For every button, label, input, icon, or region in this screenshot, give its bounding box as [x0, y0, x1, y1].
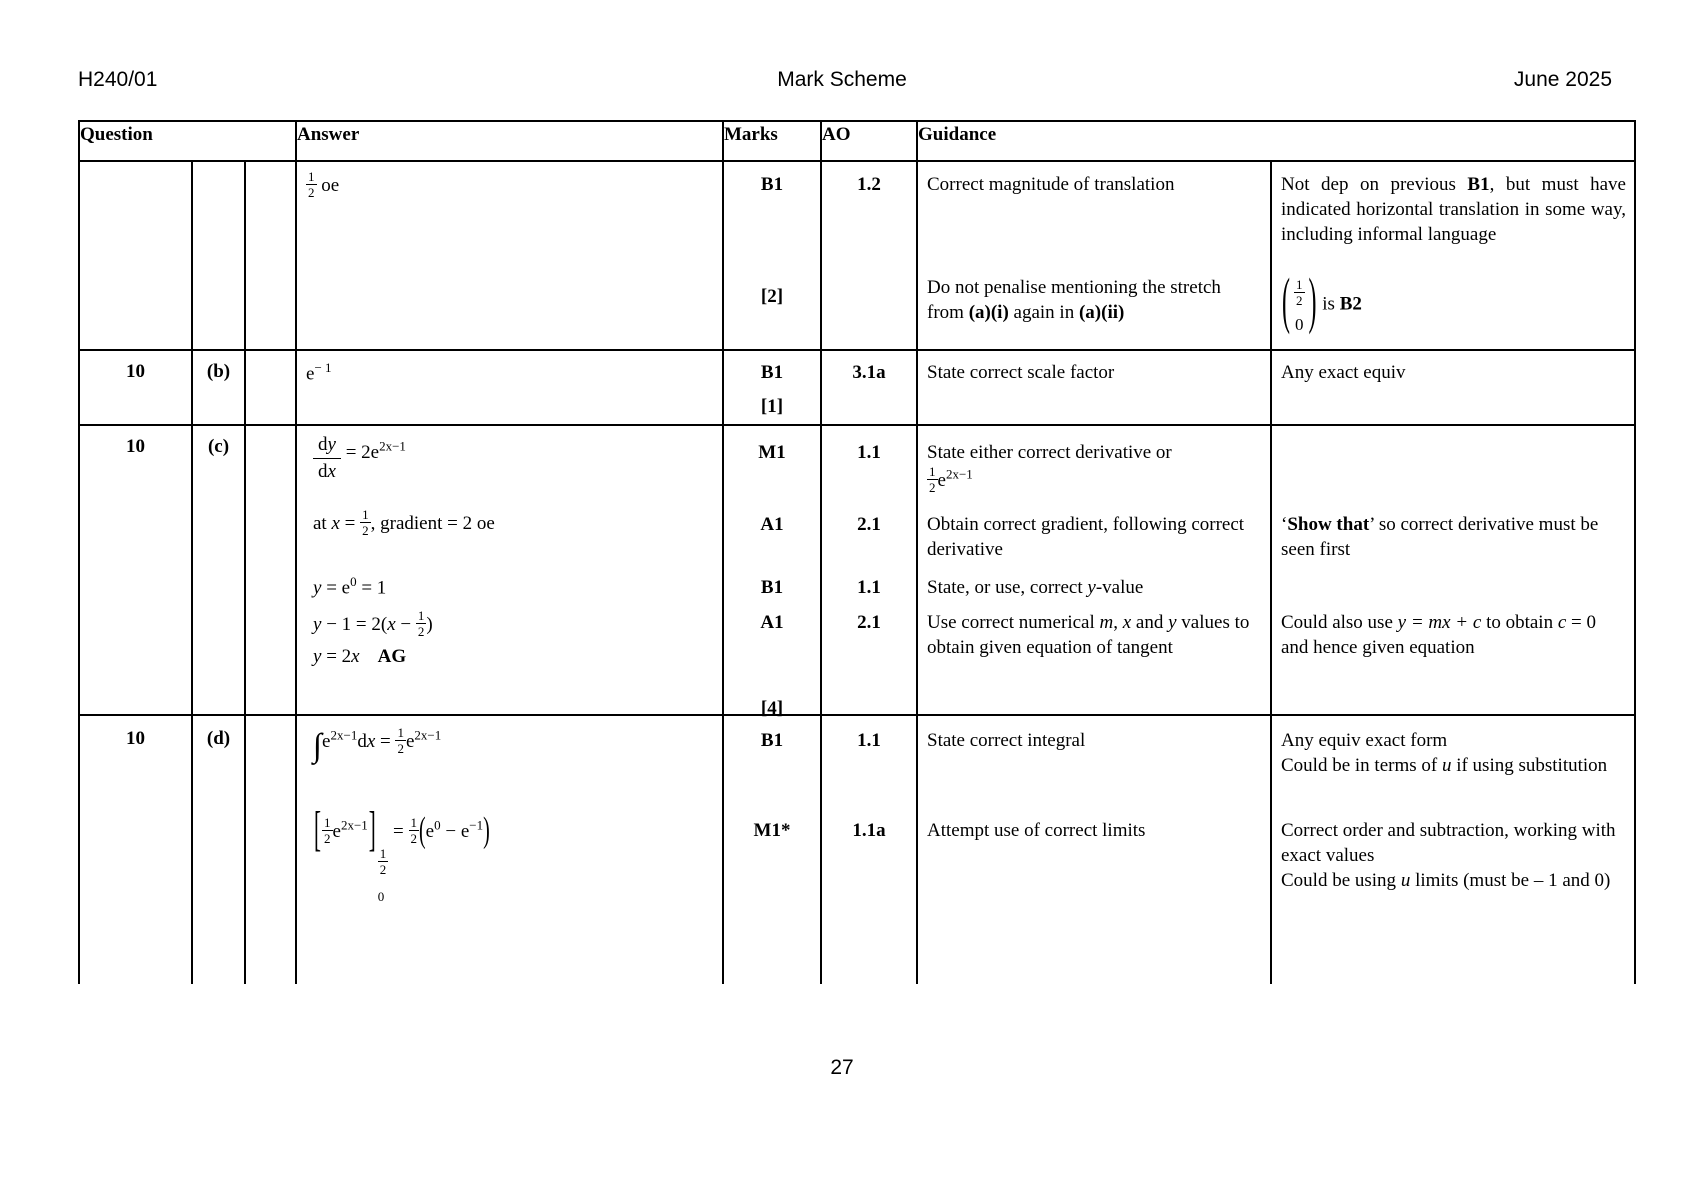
- bold-b2: B2: [1339, 293, 1362, 315]
- row-c-answer: [296, 425, 723, 715]
- guidance-show-that: ‘Show that’ so correct derivative must be seen first: [1281, 514, 1599, 561]
- row-d-marks: [723, 715, 821, 984]
- exponent: 2x−1: [379, 438, 406, 454]
- guidance-state-derivative: State either correct derivative or $\frac{1}{2}$ $e^{2x-1}$: [927, 442, 1172, 496]
- row-d-qnum: [79, 715, 192, 984]
- bold-a-i: (a)(i): [968, 302, 1009, 324]
- mark-m1-star: M1*: [753, 820, 791, 841]
- row-c-ao: [821, 425, 917, 715]
- row-b: [79, 350, 1635, 425]
- question-part: (b): [206, 361, 231, 382]
- question-number: 10: [126, 361, 145, 382]
- upper-limit-half: $\frac{1}{2}$: [379, 845, 387, 877]
- guidance-not-dep: Not dep on previous B1, but must have indicated horizontal translation in some way, including informal language: [1281, 174, 1626, 246]
- guidance-do-not-penalise: Do not penalise mentioning the stretch from (a)(i) again in (a)(ii): [927, 277, 1221, 324]
- ao-2-1: 2.1: [857, 514, 881, 535]
- page-header: [0, 68, 1684, 94]
- col-header-marks: Marks: [723, 121, 821, 161]
- mark-a1: A1: [760, 514, 784, 535]
- guidance-scale-factor: State correct scale factor: [927, 362, 1115, 383]
- integral-sign: ∫: [313, 728, 323, 765]
- guidance-obtain-gradient: Obtain correct gradient, following correct derivative: [927, 514, 1245, 561]
- ag-label: AG: [377, 646, 407, 667]
- row-a-guidance-left: [917, 161, 1271, 350]
- guidance-any-exact-equiv: Any exact equiv: [1281, 362, 1406, 383]
- mark-m1: M1: [758, 442, 786, 463]
- guidance-equiv-exact-form: Any equiv exact form Could be in terms of u if using substitution: [1281, 730, 1608, 777]
- row-c-qpart: [192, 425, 245, 715]
- row-d-ao: [821, 715, 917, 984]
- row-b-guidance-right: [1271, 350, 1635, 425]
- row-d-qsub: [245, 715, 296, 984]
- lower-limit-zero: 0: [377, 888, 385, 904]
- answer-y-value: $y = e^0 = 1$: [313, 574, 387, 599]
- doc-code: H240/01: [78, 68, 158, 91]
- row-a-qsub: [245, 161, 296, 350]
- row-c-marks: [723, 425, 821, 719]
- row-c-qnum: [79, 425, 192, 715]
- guidance-attempt-limits: Attempt use of correct limits: [927, 820, 1146, 841]
- page-number: 27: [830, 1056, 854, 1079]
- guidance-vector-b2: ( $\frac{1}{2}$ 0 ) is B2: [1281, 278, 1626, 333]
- right-paren: ): [483, 810, 490, 851]
- right-paren: ): [1308, 269, 1317, 337]
- mark-scheme-table: [78, 120, 1636, 984]
- row-a-ao: [821, 161, 917, 350]
- table-header-row: [79, 121, 1635, 161]
- guidance-could-also-use: Could also use y = mx + c to obtain c = 0 and hence given equation: [1281, 612, 1596, 659]
- answer-e-minus-1: $e^{- 1}$: [306, 360, 332, 385]
- doc-title: Mark Scheme: [777, 68, 907, 91]
- row-a-qnum: [79, 161, 192, 350]
- fraction-one-half: $\frac{1}{2}$: [324, 815, 331, 847]
- row-c-guidance-left: [917, 425, 1271, 715]
- ao-1-1-2: 1.1: [857, 577, 881, 598]
- row-b-qpart: [192, 350, 245, 425]
- bold-a-ii: (a)(ii): [1078, 302, 1125, 324]
- bold-show-that: Show that: [1287, 514, 1370, 535]
- answer-tangent-line: y − 1 = 2(x − $\frac{1}{2}$ ): [313, 608, 433, 640]
- col-header-ao: AO: [821, 121, 917, 161]
- row-d-qpart: [192, 715, 245, 984]
- question-number: 10: [126, 436, 145, 457]
- bold-b1: B1: [1467, 174, 1490, 195]
- mark-b1: B1: [760, 577, 784, 598]
- row-d-guidance-right: [1271, 715, 1635, 984]
- row-b-qsub: [245, 350, 296, 425]
- row-d-answer: [296, 715, 723, 984]
- vector-top-half: $\frac{1}{2}$: [1296, 277, 1303, 309]
- left-paren: (: [1282, 269, 1290, 337]
- exponent: − 1: [314, 360, 332, 375]
- guidance-use-mxy: Use correct numerical m, x and y values to obtain given equation of tangent: [927, 612, 1250, 659]
- right-bracket: ]: [368, 801, 376, 857]
- fraction-one-half: $\frac{1}{2}$: [410, 815, 417, 847]
- row-a-qpart: [192, 161, 245, 350]
- row-d-guidance-left: [917, 715, 1271, 984]
- ao-2-1-2: 2.1: [857, 612, 881, 633]
- question-part: (d): [206, 728, 231, 749]
- doc-date: June 2025: [1513, 68, 1612, 91]
- fraction-one-half: $\frac{1}{2}$: [397, 725, 404, 757]
- mark-b1: B1: [760, 174, 784, 195]
- row-b-marks: [723, 350, 821, 425]
- row-b-answer: [296, 350, 723, 425]
- fraction-one-half: $\frac{1}{2}$: [929, 464, 936, 496]
- question-part: (c): [207, 436, 230, 457]
- mark-a1-2: A1: [760, 612, 784, 633]
- mark-total-4: [4]: [760, 698, 784, 719]
- answer-ag: y = 2x AG: [313, 646, 407, 667]
- mark-b1: B1: [760, 730, 784, 751]
- guidance-state-integral: State correct integral: [927, 730, 1086, 751]
- guidance-y-value: State, or use, correct y-value: [927, 577, 1144, 598]
- row-c-guidance-right: [1271, 425, 1635, 715]
- answer-gradient: at x = $\frac{1}{2}$ , gradient = 2 oe: [313, 507, 495, 539]
- left-bracket: [: [314, 801, 321, 857]
- guidance-correct-magnitude: Correct magnitude of translation: [927, 174, 1175, 195]
- row-c-qsub: [245, 425, 296, 715]
- col-header-guidance: Guidance: [917, 121, 1635, 161]
- answer-evaluated-limits: [ $\frac{1}{2}$ $e^{2x-1}$] $\frac{1}{2}$ 0 = $\frac{1}{2}$ $(e^0 - e^{-1})$: [313, 816, 490, 903]
- answer-integral: $\int e^{2x-1}dx$ = $\frac{1}{2}$ $e^{2x-1}$: [313, 725, 442, 765]
- question-number: 10: [126, 728, 145, 749]
- integration-limits: [377, 847, 389, 903]
- fraction-one-half: $\frac{1}{2}$: [362, 507, 369, 539]
- row-a-answer: [296, 161, 723, 350]
- row-b-qnum: [79, 350, 192, 425]
- guidance-correct-order: Correct order and subtraction, working with exact values Could be using u limits (must be – 1 and 0): [1281, 820, 1616, 892]
- fraction-one-half: $\frac{1}{2}$: [417, 608, 425, 640]
- ao-1-1: 1.1: [857, 730, 881, 751]
- row-b-ao: [821, 350, 917, 425]
- row-a-guidance-right: [1271, 161, 1635, 350]
- ao-1-1: 1.1: [857, 442, 881, 463]
- mark-total-1: [1]: [760, 396, 784, 417]
- mark-b1: B1: [760, 362, 784, 383]
- row-a: [79, 161, 1635, 350]
- fraction-one-half: $\frac{1}{2}$: [308, 169, 315, 201]
- column-vector: [1281, 269, 1318, 337]
- ao-3-1a: 3.1a: [852, 362, 886, 383]
- vector-bottom-zero: 0: [1295, 314, 1304, 334]
- row-d: [79, 715, 1635, 984]
- answer-derivative: $\frac{dy}{dx}$ = $2e^{2x-1}$: [313, 434, 406, 483]
- ao-1-2: 1.2: [857, 174, 881, 195]
- ao-1-1a: 1.1a: [852, 820, 886, 841]
- mark-total-2: [2]: [760, 286, 784, 307]
- answer-half-oe: [306, 170, 714, 201]
- row-b-guidance-left: [917, 350, 1271, 425]
- left-paren: (: [419, 810, 426, 851]
- col-header-question: Question: [79, 121, 296, 161]
- dy-dx-fraction: $\frac{dy}{dx}$: [313, 434, 341, 483]
- row-c: [79, 425, 1635, 715]
- row-a-marks: [723, 161, 821, 350]
- oe-label: oe: [321, 174, 340, 196]
- col-header-answer: Answer: [296, 121, 723, 161]
